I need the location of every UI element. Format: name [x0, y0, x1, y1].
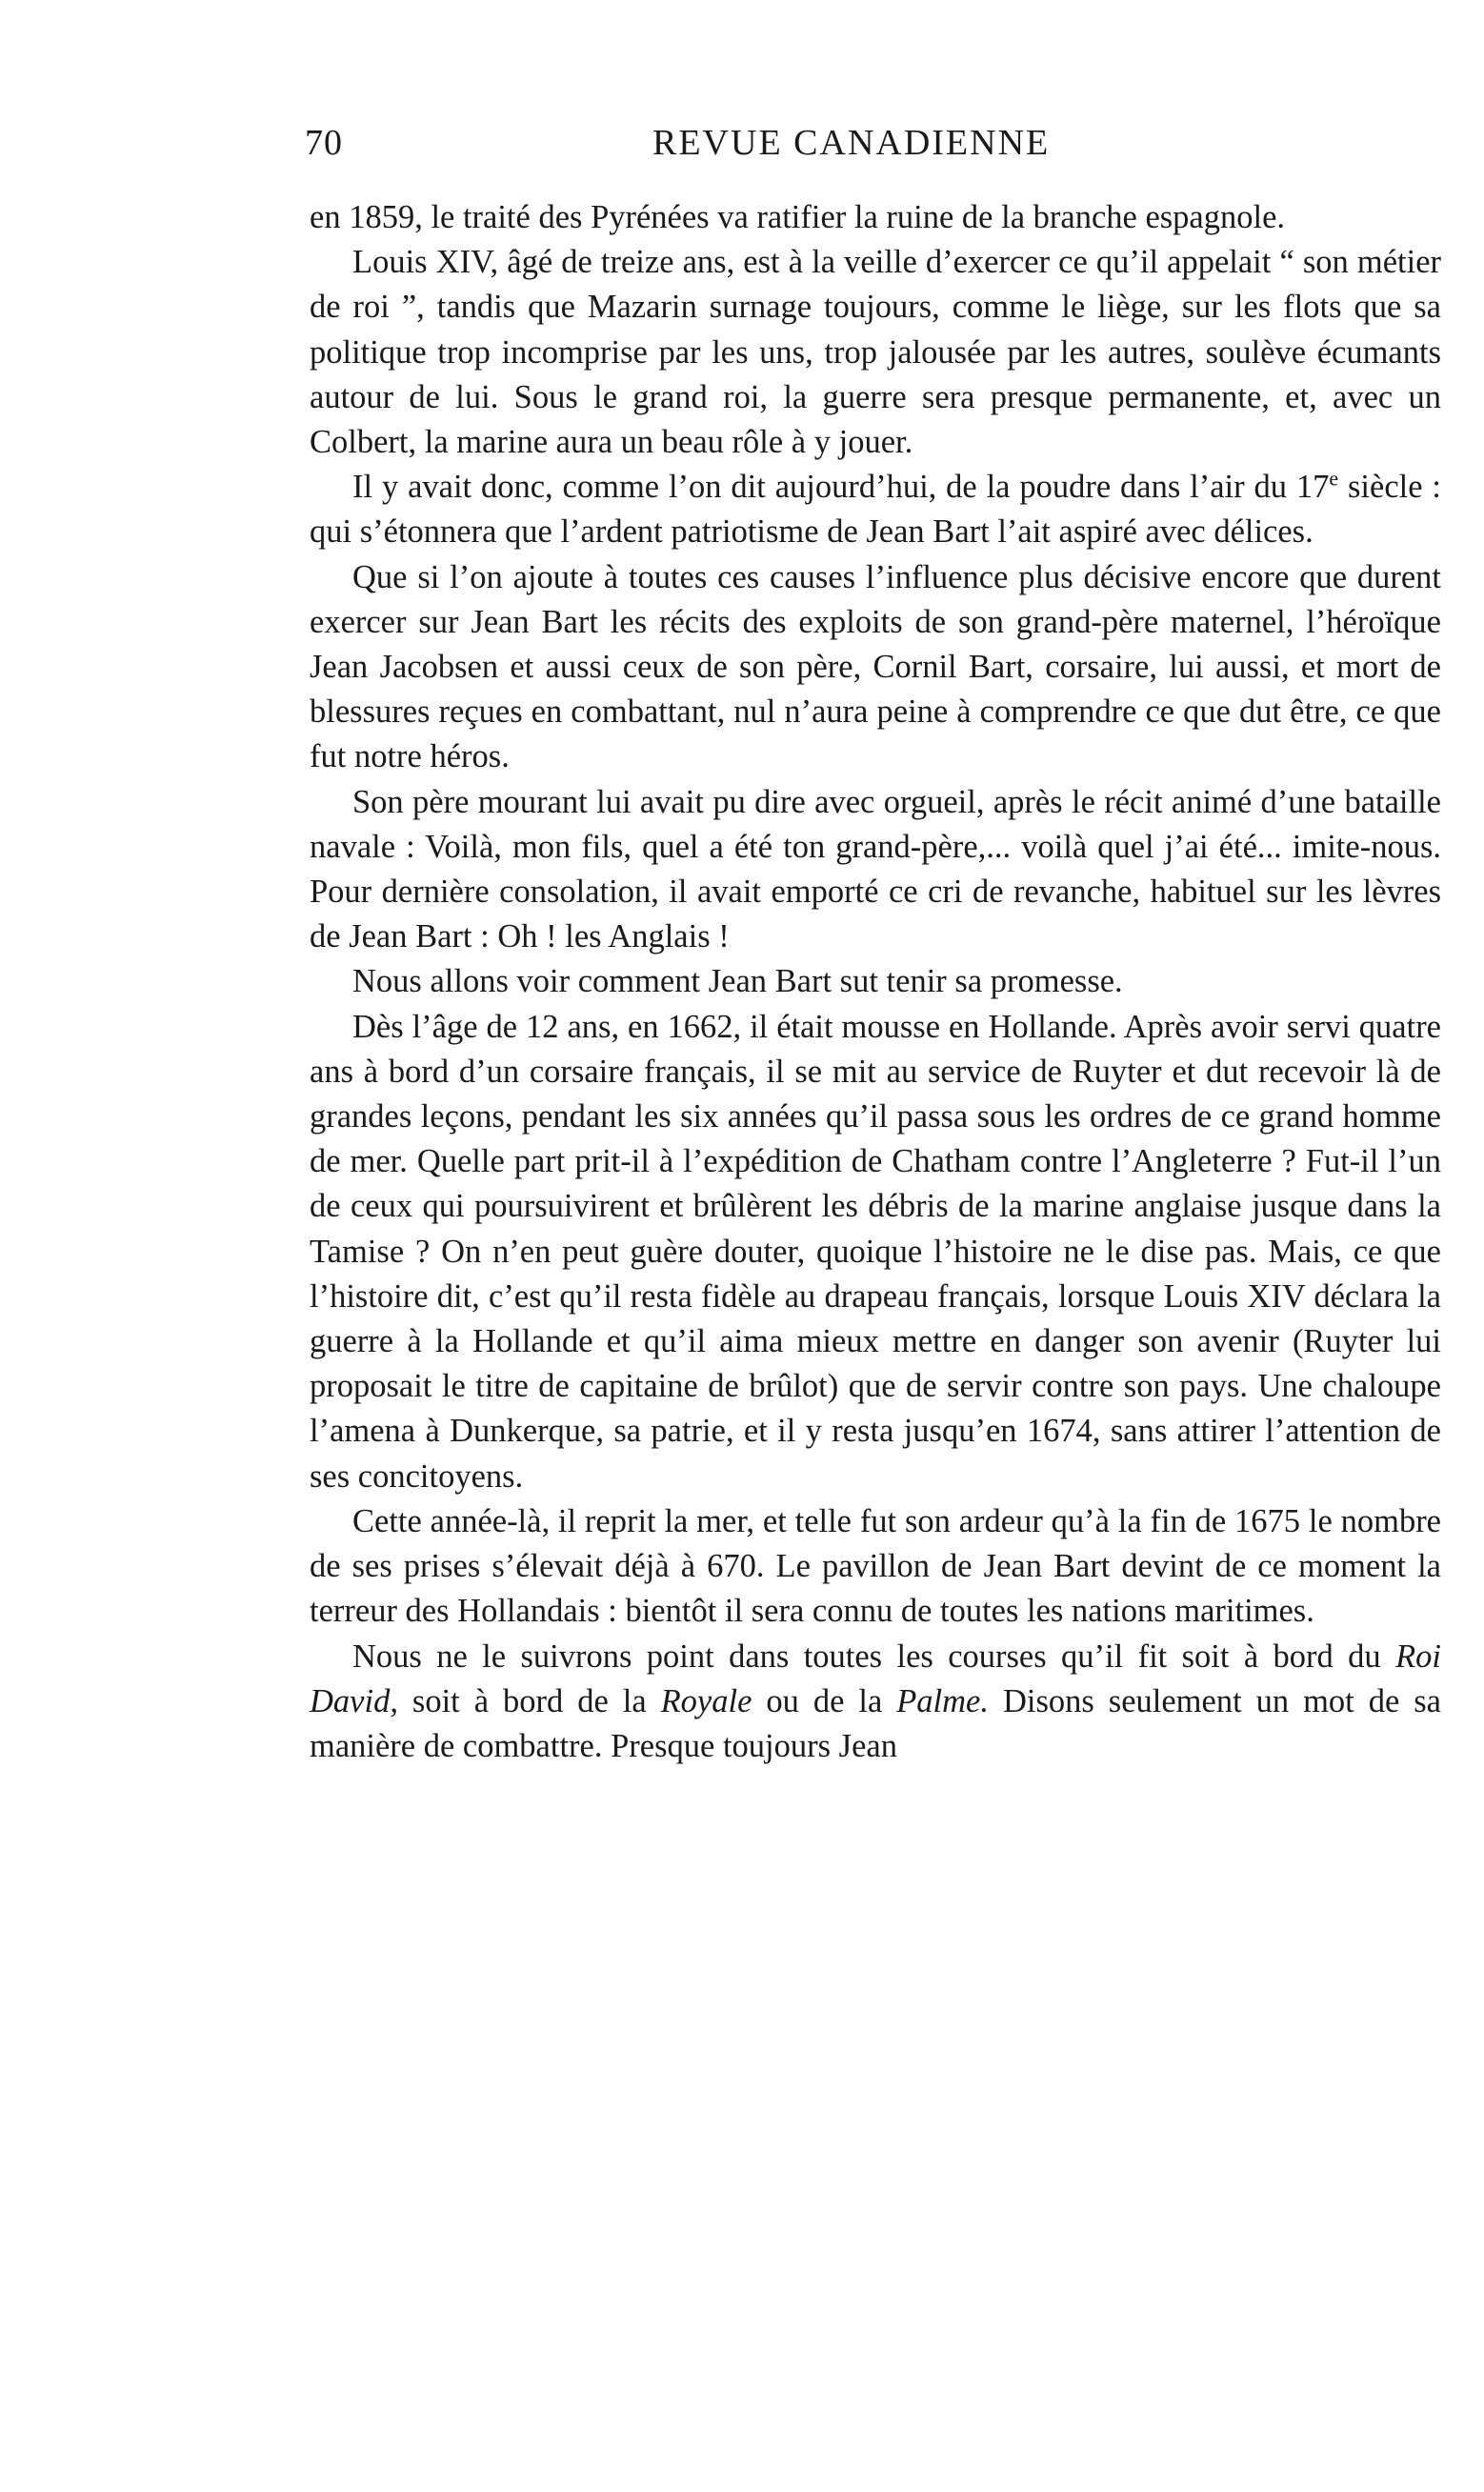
body-text — [310, 195, 1441, 1769]
paragraph-3-text-a: Il y avait donc, comme l’on dit aujourd’hui, de la poudre dans l’air du 17 — [352, 469, 1330, 506]
paragraph-5: Son père mourant lui avait pu dire avec orgueil, après le récit animé d’une bataille navale : Voilà, mon fils, quel a été ton grand-père,... voilà quel j’ai été... imite-nous. Pour dernière consolation, il avait emporté ce cri de revanche, habituel sur les lèvres de Jean Bart : Oh ! les Anglais ! — [310, 783, 1441, 955]
paragraph-9-text-a: Nous ne le suivrons point dans toutes les courses qu’il fit soit à bord du — [352, 1638, 1396, 1675]
ship-name-royale: Royale — [660, 1682, 752, 1719]
paragraph-6: Nous allons voir comment Jean Bart sut tenir sa promesse. — [352, 963, 1123, 1000]
paragraph-3 — [310, 465, 1441, 554]
paragraph-1: en 1859, le traité des Pyrénées va ratifier la ruine de la branche espagnole. — [310, 199, 1286, 235]
page-number: 70 — [305, 123, 343, 163]
paragraph-3-text-b: siècle : qui s’étonnera que l’ardent patriotisme de Jean Bart l’ait aspiré avec délices. — [310, 469, 1441, 551]
paragraph-2: Louis XIV, âgé de treize ans, est à la veille d’exercer ce qu’il appelait “ son métier de roi ”, tandis que Mazarin surnage toujours, comme le liège, sur les flots que sa politique trop incomprise par les uns, trop jalousée par les autres, soulève écumants autour de lui. Sous le grand roi, la guerre sera presque permanente, et, avec un Colbert, la marine aura un beau rôle à y jouer. — [310, 244, 1441, 461]
paragraph-9 — [310, 1635, 1441, 1770]
paragraph-8: Cette année-là, il reprit la mer, et telle fut son ardeur qu’à la fin de 1675 le nombre de ses prises s’élevait déjà à 670. Le pavillon de Jean Bart devint de ce moment la terreur des Hollandais : bientôt il sera connu de toutes les nations maritimes. — [310, 1502, 1441, 1630]
ship-name-palme: Palme. — [896, 1682, 989, 1719]
superscript-e: e — [1329, 466, 1339, 491]
ship-name-roi-david: Roi David, — [310, 1638, 1441, 1719]
running-title: REVUE CANADIENNE — [652, 123, 1051, 163]
paragraph-9-text-b: soit à bord de la — [397, 1682, 661, 1719]
paragraph-4: Que si l’on ajoute à toutes ces causes l’influence plus décisive encore que durent exercer sur Jean Bart les récits des exploits de son grand-père maternel, l’héroïque Jean Jacobsen et aussi ceux de son père, Cornil Bart, corsaire, lui aussi, et mort de blessures reçues en combattant, nul n’aura peine à comprendre ce que dut être, ce que fut notre héros. — [310, 558, 1441, 775]
paragraph-9-text-c: ou de la — [752, 1682, 897, 1719]
page-header — [305, 122, 1448, 170]
paragraph-9-text-d: Disons seulement un mot de sa manière de combattre. Presque toujours Jean — [310, 1682, 1441, 1764]
paragraph-7: Dès l’âge de 12 ans, en 1662, il était mousse en Hollande. Après avoir servi quatre ans à bord d’un corsaire français, il se mit au service de Ruyter et dut recevoir là de grandes leçons, pendant les six années qu’il passa sous les ordres de ce grand homme de mer. Quelle part prit-il à l’expédition de Chatham contre l’Angleterre ? Fut-il l’un de ceux qui poursuivirent et brûlèrent les débris de la marine anglaise jusque dans la Tamise ? On n’en peut guère douter, quoique l’histoire ne le dise pas. Mais, ce que l’histoire dit, c’est qu’il resta fidèle au drapeau français, lorsque Louis XIV déclara la guerre à la Hollande et qu’il aima mieux mettre en danger son avenir (Ruyter lui proposait le titre de capitaine de brûlot) que de servir contre son pays. Une chaloupe l’amena à Dunkerque, sa patrie, et il y resta jusqu’en 1674, sans attirer l’attention de ses concitoyens. — [310, 1008, 1441, 1495]
